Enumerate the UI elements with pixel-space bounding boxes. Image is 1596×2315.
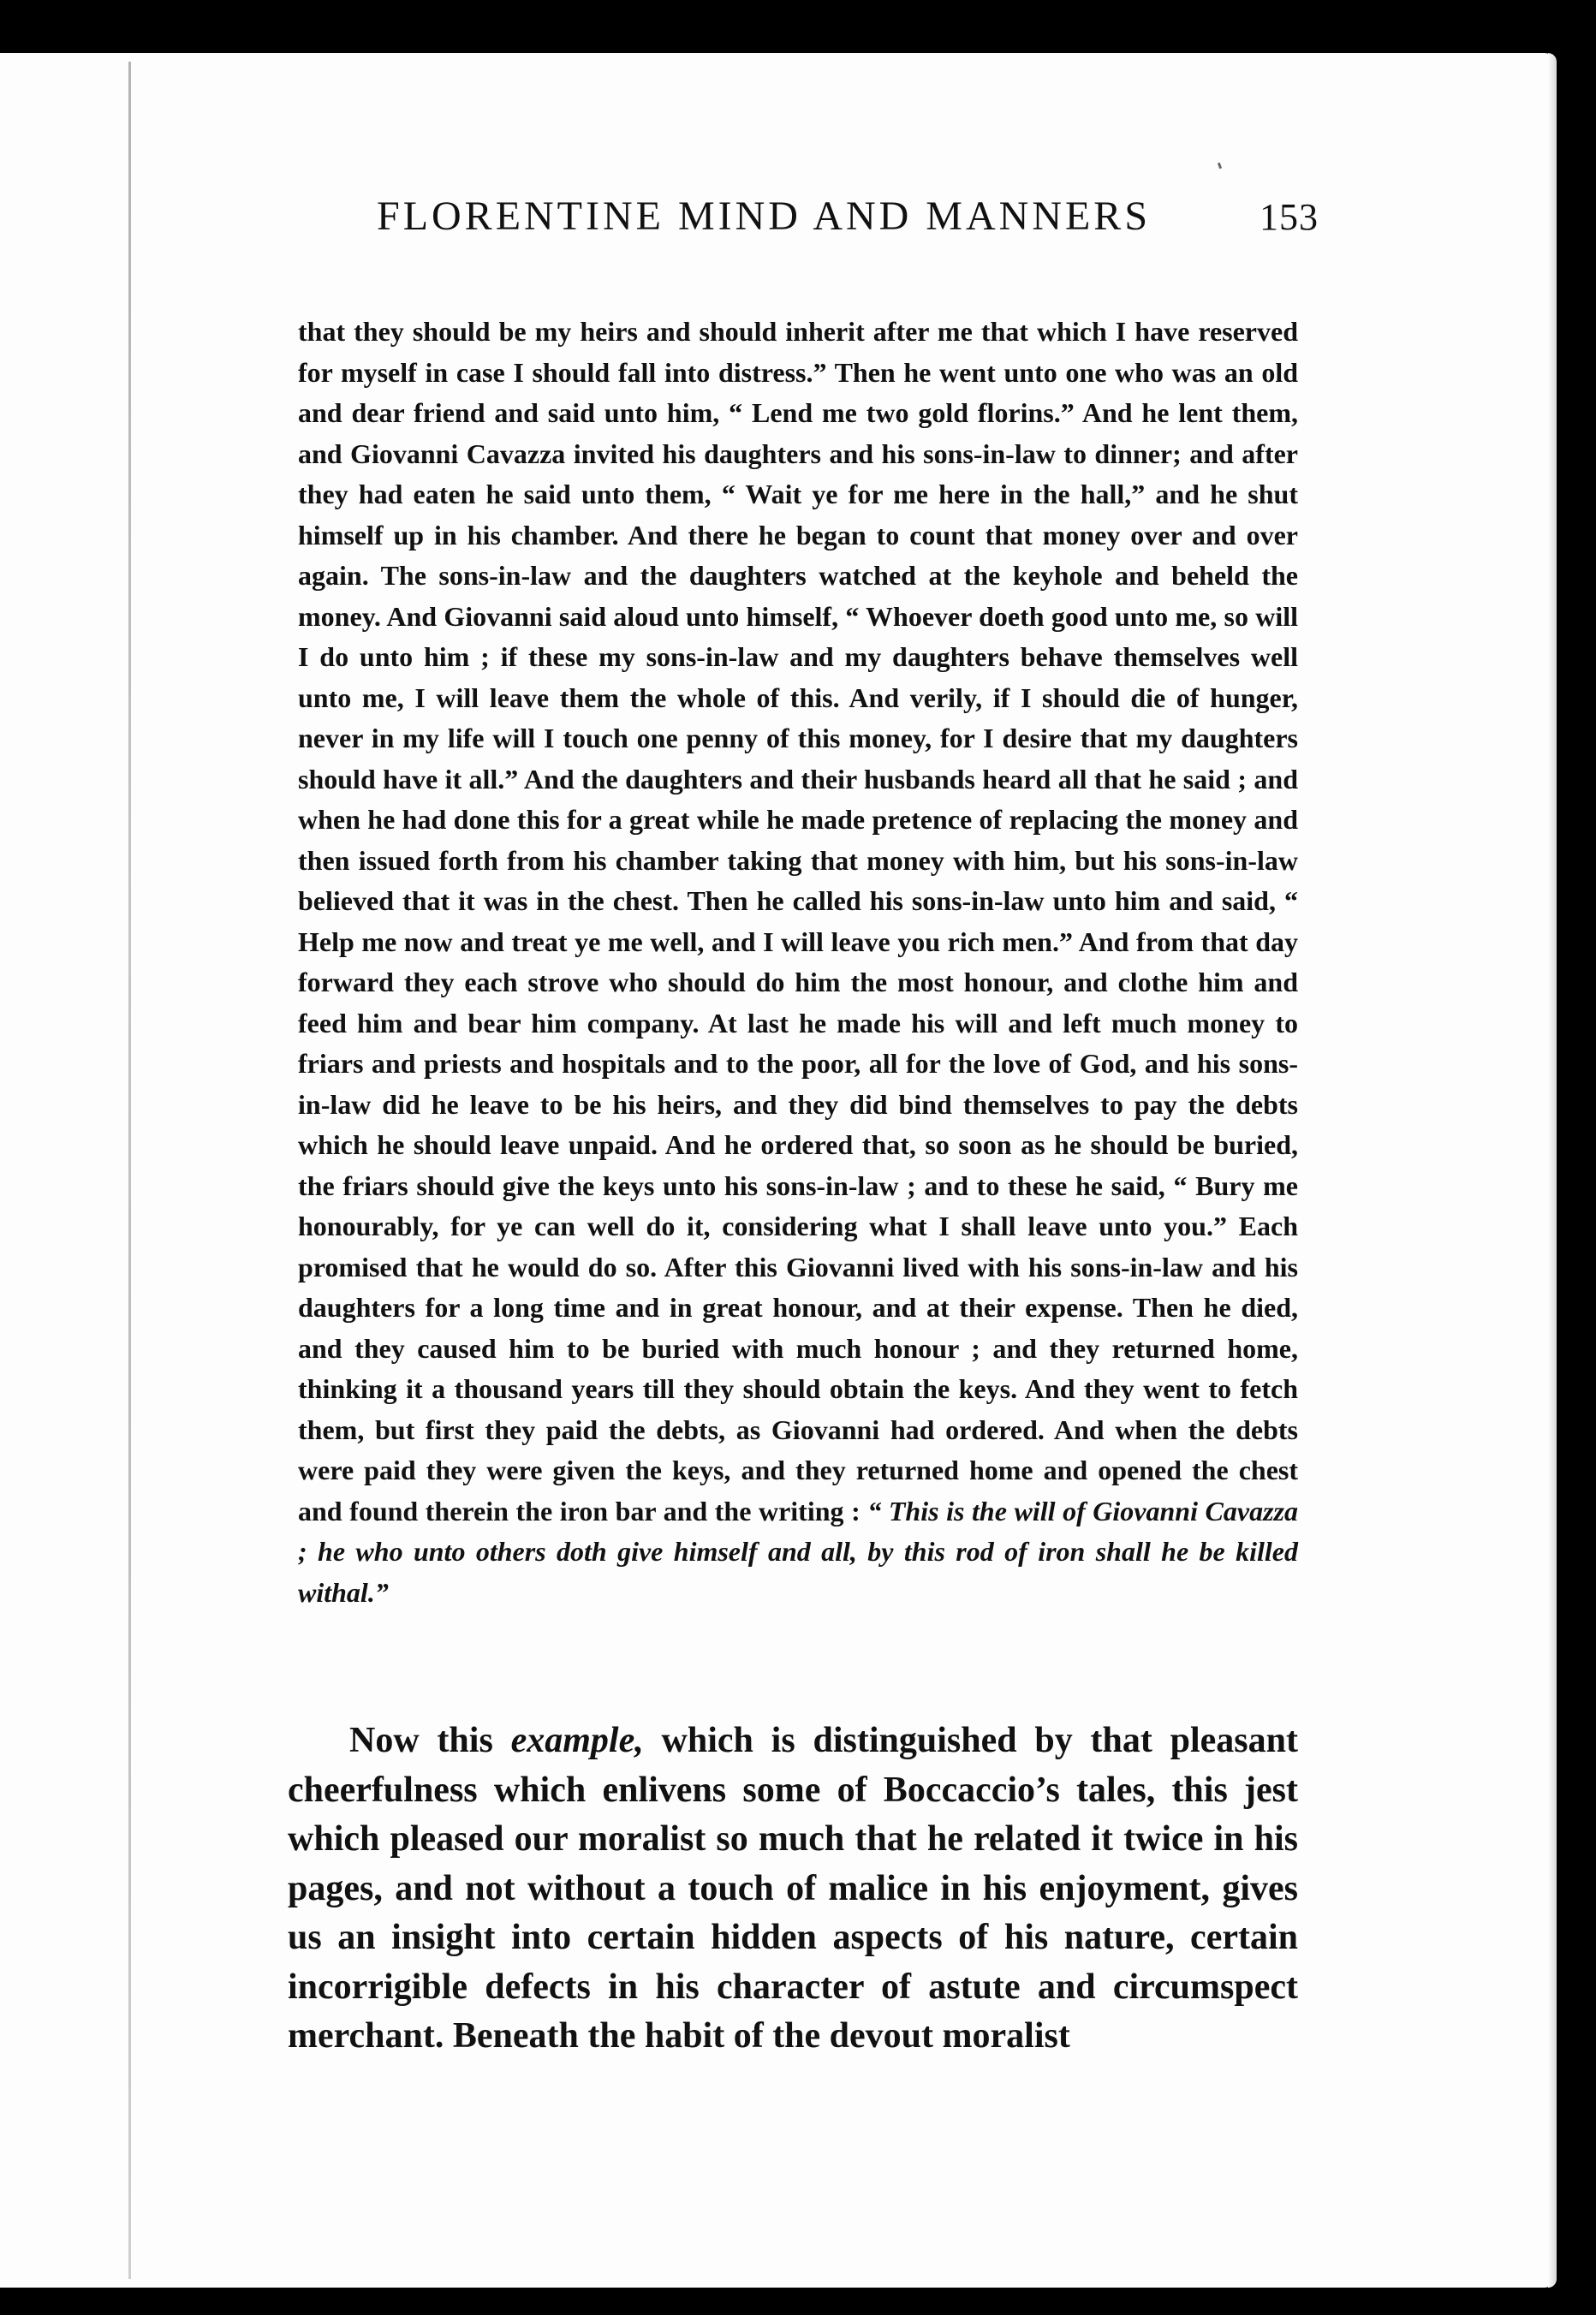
page-header	[377, 193, 1319, 240]
quoted-will-text: “ This is the will of Giovanni Cavazza ; he who unto others doth give himself and all, by this rod of iron shall he be killed withal.”	[298, 1495, 1299, 1608]
body-lead-in: Now this	[349, 1721, 511, 1760]
quoted-paragraph	[298, 312, 1298, 1613]
body-paragraph	[288, 1717, 1298, 2062]
body-passage	[288, 1717, 1298, 2062]
body-italic-word: example,	[510, 1721, 644, 1760]
gutter-line	[128, 62, 131, 2279]
page-edge-shadow	[1548, 53, 1557, 2288]
quoted-passage	[298, 312, 1298, 1613]
running-head: FLORENTINE MIND AND MANNERS	[377, 193, 1152, 239]
page-speck	[1218, 163, 1222, 170]
quoted-text: that they should be my heirs and should inherit after me that which I have reserved for myself in case I should fall into distress.” Then he went unto one who was an old and dear friend and said unto him, “ Lend me two gold florins.” And he lent them, and Giovanni Cavazza invited his daughters and his sons-in-law to dinner; and after they had eaten he said unto them, “ Wait ye for me here in the hall,” and he shut himself up in his chamber. And there he began to count that money over and over again. The sons-in-law and the daughters watched at the keyhole and beheld the money. And Giovanni said aloud unto himself, “ Whoever doeth good unto me, so will I do unto him ; if these my sons-in-law and my daughters behave themselves well unto me, I will leave them the whole of this. And verily, if I should die of hunger, never in my life will I touch one penny of this money, for I desire that my daughters should have it all.” And the daughters and their husbands heard all that he said ; and when he had done this for a great while he made pretence of replacing the money and then issued forth from his chamber taking that money with him, but his sons-in-law believed that it was in the chest. Then he called his sons-in-law unto him and said, “ Help me now and treat ye me well, and I will leave you rich men.” And from that day forward they each strove who should do him the most honour, and clothe him and feed him and bear him company. At last he made his will and left much money to friars and priests and hospitals and to the poor, all for the love of God, and his sons-in-law did he leave to be his heirs, and they did bind themselves to pay the debts which he should leave unpaid. And he ordered that, so soon as he should be buried, the friars should give the keys unto his sons-in-law ; and to these he said, “ Bury me honourably, for ye can well do it, considering what I shall leave unto you.” Each promised that he would do so. After this Giovanni lived with his sons-in-law and his daughters for a long time and in great honour, and at their expense. Then he died, and they caused him to be buried with much honour ; and they returned home, thinking it a thousand years till they should obtain the keys. And they went to fetch them, but first they paid the debts, as Giovanni had ordered. And when the debts were paid they were given the keys, and they returned home and opened the chest and found therein the iron bar and the writing :	[298, 316, 1298, 1526]
page-number: 153	[1260, 196, 1319, 238]
body-rest: which is distinguished by that pleasant cheerfulness which enlivens some of Boccaccio’s tales, this jest which pleased our moralist so much that he related it twice in his pages, and not without a touch of malice in his enjoyment, gives us an insight into certain hidden aspects of his nature, certain incorrigible defects in his character of astute and circumspect merchant. Beneath the habit of the devout moralist	[288, 1721, 1298, 2056]
